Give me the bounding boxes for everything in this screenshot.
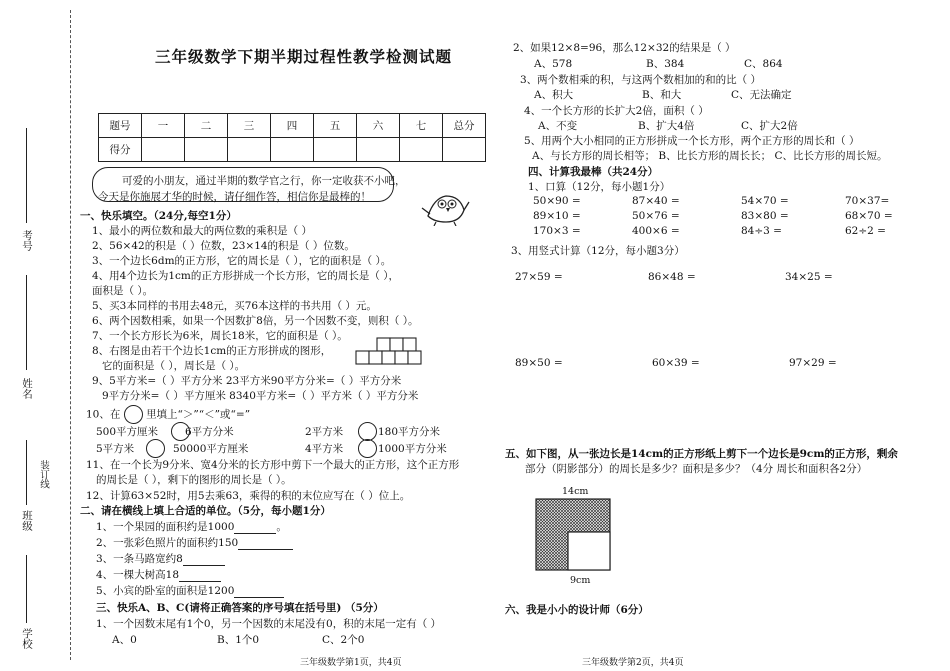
right-page-footer: 三年级数学第2页，共4页 xyxy=(582,658,684,668)
score-table-score-row xyxy=(99,138,486,162)
exam-number-label: 考号 xyxy=(21,230,33,251)
q9-text-cont: 9平方分米=（ ）平方厘米 8340平方米=（ ）平方米（ ）平方分米 xyxy=(102,390,419,402)
score-cell: 七 xyxy=(400,114,443,138)
q4-text-cont: 面积是（ ）。 xyxy=(92,285,154,297)
section-4-sub1: 1、口算（12分，每小题1分） xyxy=(528,181,671,193)
vertical-calc: 27×59 = xyxy=(515,271,563,283)
vertical-calc: 60×39 = xyxy=(652,357,700,369)
name-line xyxy=(26,275,27,370)
answer-line[interactable] xyxy=(238,537,293,550)
vertical-calc: 34×25 = xyxy=(785,271,833,283)
s2-item-text: 5、小宾的卧室的面积是1200 xyxy=(96,585,235,597)
q10-row1-b: 6平方分米 xyxy=(185,426,234,438)
s2-item-text: 3、一条马路宽约8 xyxy=(96,553,183,565)
answer-line[interactable] xyxy=(234,585,284,598)
r4-option-c: C、扩大2倍 xyxy=(741,120,798,132)
r3-option-b: B、和大 xyxy=(642,89,682,101)
oral-calc: 84÷3 = xyxy=(741,225,782,237)
section-5-text-line2: 部分（阴影部分）的周长是多少？面积是多少？（4分 周长和面积各2分） xyxy=(525,463,868,475)
r3-option-c: C、无法确定 xyxy=(731,89,792,101)
score-table-header-row xyxy=(99,114,486,138)
oral-calc: 400×6 = xyxy=(632,225,680,237)
r5-options: A、与长方形的周长相等； B、比长方形的周长长； C、比长方形的周长短。 xyxy=(532,150,888,162)
s3-q1-option-a: A、0 xyxy=(112,634,137,646)
oral-calc: 68×70 = xyxy=(845,210,893,222)
q11-text: 11、在一个长为9分米、宽4分米的长方形中剪下一个最大的正方形，这个正方形 xyxy=(86,459,460,471)
owl-icon xyxy=(420,186,470,226)
q1-text: 1、最小的两位数和最大的两位数的乘积是（ ） xyxy=(92,225,313,237)
q12-text: 12、计算63×52时，用5去乘63，乘得的积的末位应写在（ ）位上。 xyxy=(86,490,411,502)
square-cut-figure xyxy=(532,496,614,574)
q10-head: 10、在 xyxy=(86,408,121,421)
score-table xyxy=(98,113,486,162)
section-5-text-line1: 五、如下图，从一张边长是14cm的正方形纸上剪下一个边长是9cm的正方形，剩余 xyxy=(505,448,898,460)
r2-option-c: C、864 xyxy=(744,58,783,70)
exam-number-line xyxy=(26,128,27,223)
q2-text: 2、56×42的积是（ ）位数，23×14的积是（ ）位数。 xyxy=(92,240,355,252)
s2-item-text: 2、一张彩色照片的面积约150 xyxy=(96,537,239,549)
school-label: 学校 xyxy=(21,628,33,649)
oral-calc: 50×90 = xyxy=(533,195,581,207)
q10-row2-d: 1000平方分米 xyxy=(378,443,447,455)
q10-tail: 里填上“＞”“＜”或“=” xyxy=(146,408,251,421)
bubble-line-1: 可爱的小朋友，通过半期的数学官之行，你一定收获不小吧， xyxy=(122,175,406,187)
q5-text: 5、买3本同样的书用去48元，买76本这样的书共用（ ）元。 xyxy=(92,300,377,312)
score-input-cell[interactable] xyxy=(271,138,314,162)
bubble-line-2: 今天是你施展才华的时候，请仔细作答，相信你是最棒的！ xyxy=(98,191,371,203)
q4-text: 4、用4个边长为1cm的正方形拼成一个长方形，它的周长是（ ）， xyxy=(92,270,399,282)
class-line xyxy=(26,440,27,505)
s2-item xyxy=(96,583,284,598)
binding-label: 装订线 xyxy=(38,460,49,489)
s3-q1-text: 1、一个因数末尾有1个0，另一个因数的末尾没有0，积的末尾一定有（ ） xyxy=(96,618,442,630)
q10-row1-c: 2平方米 xyxy=(305,426,344,438)
score-input-cell[interactable] xyxy=(142,138,185,162)
r2-option-b: B、384 xyxy=(646,58,685,70)
q8-text-cont: 它的面积是（ ），周长是（ ）。 xyxy=(102,360,246,372)
oral-calc: 170×3 = xyxy=(533,225,581,237)
section-5-text xyxy=(505,446,898,461)
class-label: 班级 xyxy=(21,510,33,531)
q10-row2-c: 4平方米 xyxy=(305,443,344,455)
q9-text: 9、5平方米=（ ）平方分米 23平方米90平方分米=（ ）平方分米 xyxy=(92,375,402,387)
section-4-title: 四、计算我最棒（共24分） xyxy=(528,166,659,178)
q8-squares-figure xyxy=(355,337,425,371)
q6-text: 6、两个因数相乘，如果一个因数扩8倍，另一个因数不变，则积（ ）。 xyxy=(92,315,419,327)
q10-text xyxy=(86,405,250,424)
r4-option-a: A、不变 xyxy=(538,120,578,132)
q10-row1-a: 500平方厘米 xyxy=(96,426,159,438)
figure-label-bottom: 9cm xyxy=(570,575,591,586)
r2-text: 2、如果12×8=96，那么12×32的结果是（ ） xyxy=(513,42,736,54)
answer-line[interactable] xyxy=(179,569,221,582)
vertical-calc: 86×48 = xyxy=(648,271,696,283)
score-cell: 一 xyxy=(142,114,185,138)
score-row-label: 得分 xyxy=(99,138,142,162)
oral-calc: 62÷2 = xyxy=(845,225,886,237)
vertical-calc: 97×29 = xyxy=(789,357,837,369)
compare-circle-icon[interactable] xyxy=(358,439,377,458)
school-line xyxy=(26,555,27,623)
r4-text: 4、一个长方形的长扩大2倍，面积（ ） xyxy=(524,105,709,117)
figure-label-top: 14cm xyxy=(562,486,589,497)
answer-line[interactable] xyxy=(234,521,276,534)
left-page-footer: 三年级数学第1页，共4页 xyxy=(300,658,402,668)
r5-text: 5、用两个大小相同的正方形拼成一个长方形，两个正方形的周长和（ ） xyxy=(524,135,860,147)
score-input-cell[interactable] xyxy=(228,138,271,162)
vertical-calc: 89×50 = xyxy=(515,357,563,369)
r2-option-a: A、578 xyxy=(534,58,573,70)
r3-option-a: A、积大 xyxy=(534,89,574,101)
oral-calc: 83×80 = xyxy=(741,210,789,222)
section-2-title: 二、请在横线上填上合适的单位。（5分，每小题1分） xyxy=(80,505,331,517)
s2-item-text: 4、一棵大树高18 xyxy=(96,569,180,581)
binding-line xyxy=(70,10,71,660)
oral-calc: 50×76 = xyxy=(632,210,680,222)
s2-item xyxy=(96,567,221,582)
score-input-cell[interactable] xyxy=(357,138,400,162)
score-cell: 四 xyxy=(271,114,314,138)
score-cell: 题号 xyxy=(99,114,142,138)
score-cell: 总分 xyxy=(443,114,486,138)
oral-calc: 54×70 = xyxy=(741,195,789,207)
q7-text: 7、一个长方形长为6米，周长18米，它的面积是（ ）。 xyxy=(92,330,348,342)
q10-row2-a: 5平方米 xyxy=(96,443,135,455)
section-3-title: 三、快乐A、B、C(请将正确答案的序号填在括号里) （5分） xyxy=(96,602,384,614)
score-input-cell[interactable] xyxy=(314,138,357,162)
compare-circle-icon[interactable] xyxy=(146,439,165,458)
s2-item xyxy=(96,535,293,550)
score-input-cell[interactable] xyxy=(400,138,443,162)
q11-text-cont: 的周长是（ ），剩下的图形的周长是（ ）。 xyxy=(96,474,292,486)
score-cell: 六 xyxy=(357,114,400,138)
score-input-cell[interactable] xyxy=(443,138,486,162)
section-4-sub3: 3、用竖式计算（12分，每小题3分） xyxy=(511,245,685,257)
oral-calc: 70×37= xyxy=(845,195,890,207)
s2-item: 1、一个果园的面积约是1000 。 xyxy=(96,521,287,533)
page-title: 三年级数学下期半期过程性教学检测试题 xyxy=(155,47,453,66)
s3-q1-option-c: C、2个0 xyxy=(322,634,365,646)
oral-calc: 87×40 = xyxy=(632,195,680,207)
s3-q1-option-b: B、1个0 xyxy=(217,634,260,646)
r3-text: 3、两个数相乘的积，与这两个数相加的和的比（ ） xyxy=(520,74,762,86)
r4-option-b: B、扩大4倍 xyxy=(638,120,695,132)
section-6-title: 六、我是小小的设计师（6分） xyxy=(505,604,649,616)
score-cell: 五 xyxy=(314,114,357,138)
q10-row2-b: 50000平方厘米 xyxy=(173,443,249,455)
q3-text: 3、一个边长6dm的正方形，它的周长是（ ），它的面积是（ ）。 xyxy=(92,255,392,267)
answer-line[interactable] xyxy=(183,553,225,566)
q8-text: 8、右图是由若干个边长1cm的正方形拼成的图形， xyxy=(92,345,332,357)
s2-item-text: 1、一个果园的面积约是1000 xyxy=(96,521,235,533)
section-1-title: 一、快乐填空。（24分,每空1分） xyxy=(80,210,237,222)
s2-item xyxy=(96,551,225,566)
score-cell: 三 xyxy=(228,114,271,138)
compare-circle-icon xyxy=(124,405,143,424)
score-cell: 二 xyxy=(185,114,228,138)
q10-row1-d: 180平方分米 xyxy=(378,426,441,438)
score-input-cell[interactable] xyxy=(185,138,228,162)
name-label: 姓名 xyxy=(21,378,33,399)
oral-calc: 89×10 = xyxy=(533,210,581,222)
